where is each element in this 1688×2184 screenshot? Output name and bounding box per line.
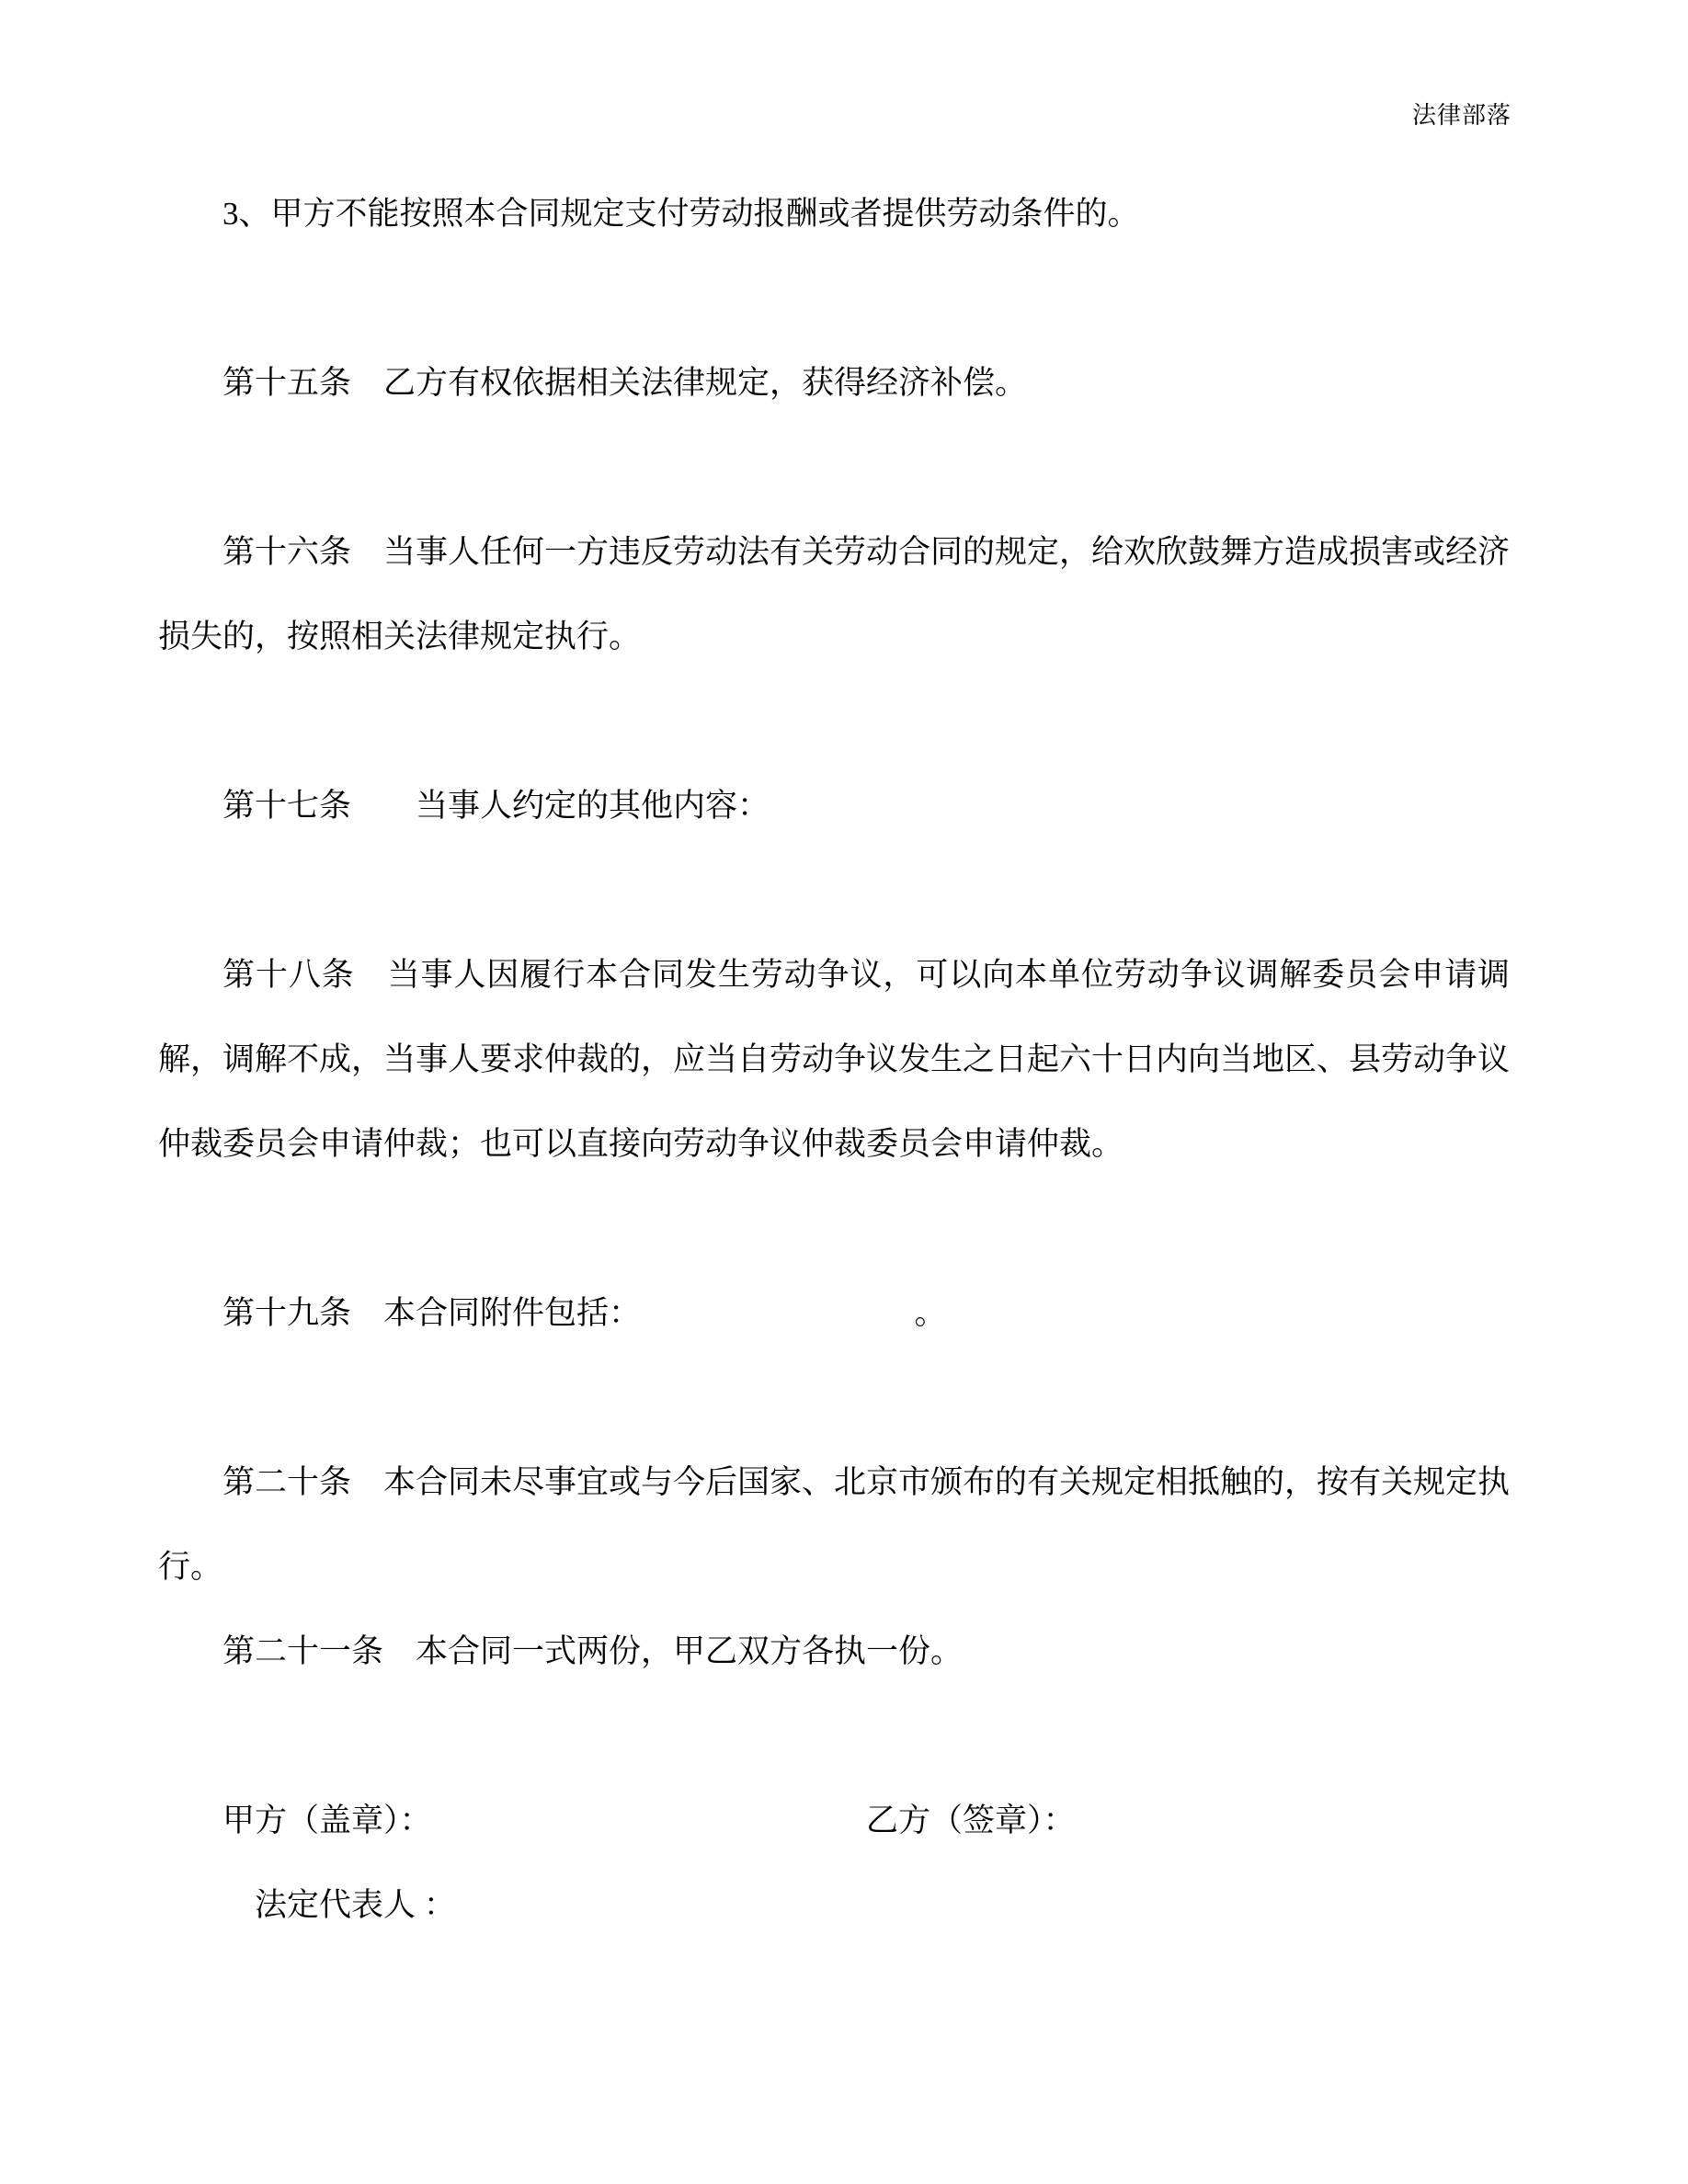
- watermark-label: 法律部落: [1411, 102, 1511, 129]
- clause-item-3: 3、甲方不能按照本合同规定支付劳动报酬或者提供劳动条件的。: [222, 196, 1140, 232]
- legal-representative-row: 法定代表人 ：: [222, 1887, 456, 1923]
- signature-row: 甲方（盖章）： 乙方（签章）：: [222, 1803, 1076, 1838]
- clause-20: 第二十条 本合同未尽事宜或与今后国家、北京市颁布的有关规定相抵触的，按有关规定执行。: [158, 1464, 1511, 1585]
- contract-body: [158, 172, 1510, 2032]
- clause-16: 第十六条 当事人任何一方违反劳动法有关劳动合同的规定，给欢欣鼓舞方造成损害或经济损失的，按照相关法律规定执行。: [158, 534, 1511, 654]
- clause-19: 第十九条 本合同附件包括： 。: [222, 1295, 947, 1331]
- clause-15: 第十五条 乙方有权依据相关法律规定，获得经济补偿。: [222, 365, 1028, 401]
- clause-21: 第二十一条 本合同一式两份，甲乙双方各执一份。: [222, 1633, 964, 1669]
- clause-17: 第十七条 当事人约定的其他内容：: [222, 788, 770, 824]
- clause-18: 第十八条 当事人因履行本合同发生劳动争议，可以向本单位劳动争议调解委员会申请调解，调解不成，当事人要求仲裁的，应当自劳动争议发生之日起六十日内向当地区、县劳动争议仲裁委员会申请仲裁；也可以直接向劳动争议仲裁委员会申请仲裁。: [158, 957, 1511, 1162]
